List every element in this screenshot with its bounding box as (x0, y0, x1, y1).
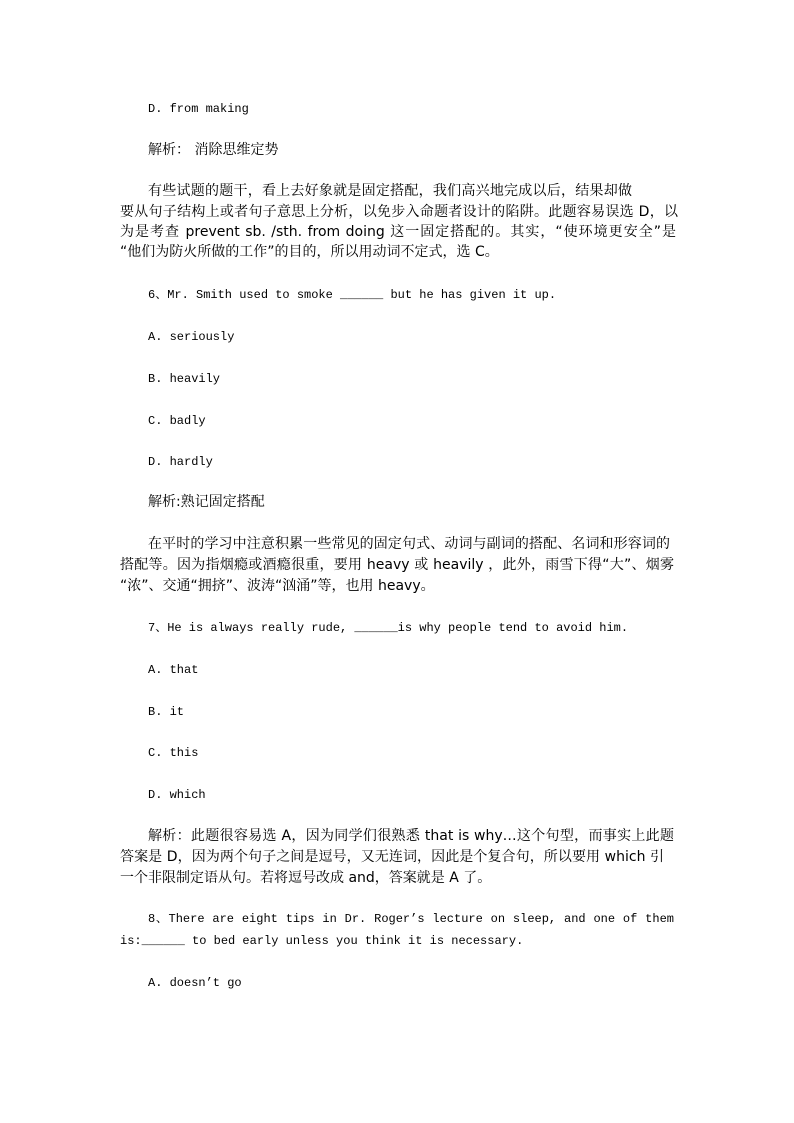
option-a: A. seriously (148, 330, 235, 344)
option-a: A. doesn’t go (148, 976, 242, 990)
option-d-from-making: D. from making (148, 102, 249, 116)
analysis-paragraph-line: 有些试题的题干，看上去好象就是固定搭配，我们高兴地完成以后，结果却做 (148, 183, 632, 199)
analysis-paragraph-line: 要从句子结构上或者句子意思上分析，以免步入命题者设计的陷阱。此题容易误选 D，以 (120, 204, 678, 220)
option-d: D. hardly (148, 455, 213, 469)
analysis-paragraph-line: 答案是 D，因为两个句子之间是逗号，又无连词，因此是个复合句，所以要用 which 引 (120, 849, 664, 865)
question-8-line: is:______ to bed early unless you think it is necessary. (120, 934, 524, 948)
option-d: D. which (148, 788, 206, 802)
analysis-paragraph-line: 为是考查 prevent sb. /sth. from doing 这一固定搭配的。其实，“使环境更安全”是 (120, 224, 676, 240)
analysis-heading: 解析： 消除思维定势 (148, 142, 279, 158)
question-8-line: 8、There are eight tips in Dr. Roger’s lecture on sleep, and one of them (148, 912, 674, 926)
analysis-paragraph-line: 解析：此题很容易选 A，因为同学们很熟悉 that is why…这个句型，而事实上此题 (148, 828, 674, 844)
option-c: C. this (148, 746, 199, 760)
question-6: 6、Mr. Smith used to smoke ______ but he has given it up. (148, 288, 557, 302)
analysis-paragraph-line: 搭配等。因为指烟瘾或酒瘾很重，要用 heavy 或 heavily ，此外，雨雪下得“大”、烟雾 (120, 557, 674, 573)
option-c: C. badly (148, 414, 206, 428)
option-b: B. heavily (148, 372, 221, 386)
option-b: B. it (148, 705, 185, 719)
analysis-paragraph-line: “他们为防火所做的工作”的目的，所以用动词不定式，选 C。 (120, 244, 499, 260)
question-7: 7、He is always really rude, ______is why people tend to avoid him. (148, 621, 629, 635)
analysis-paragraph-line: 一个非限制定语从句。若将逗号改成 and，答案就是 A 了。 (120, 870, 492, 886)
analysis-heading: 解析:熟记固定搭配 (148, 494, 265, 510)
analysis-paragraph-line: “浓”、交通“拥挤”、波涛“汹涌”等，也用 heavy。 (120, 578, 435, 594)
analysis-paragraph-line: 在平时的学习中注意积累一些常见的固定句式、动词与副词的搭配、名词和形容词的 (148, 536, 670, 552)
option-a: A. that (148, 663, 199, 677)
